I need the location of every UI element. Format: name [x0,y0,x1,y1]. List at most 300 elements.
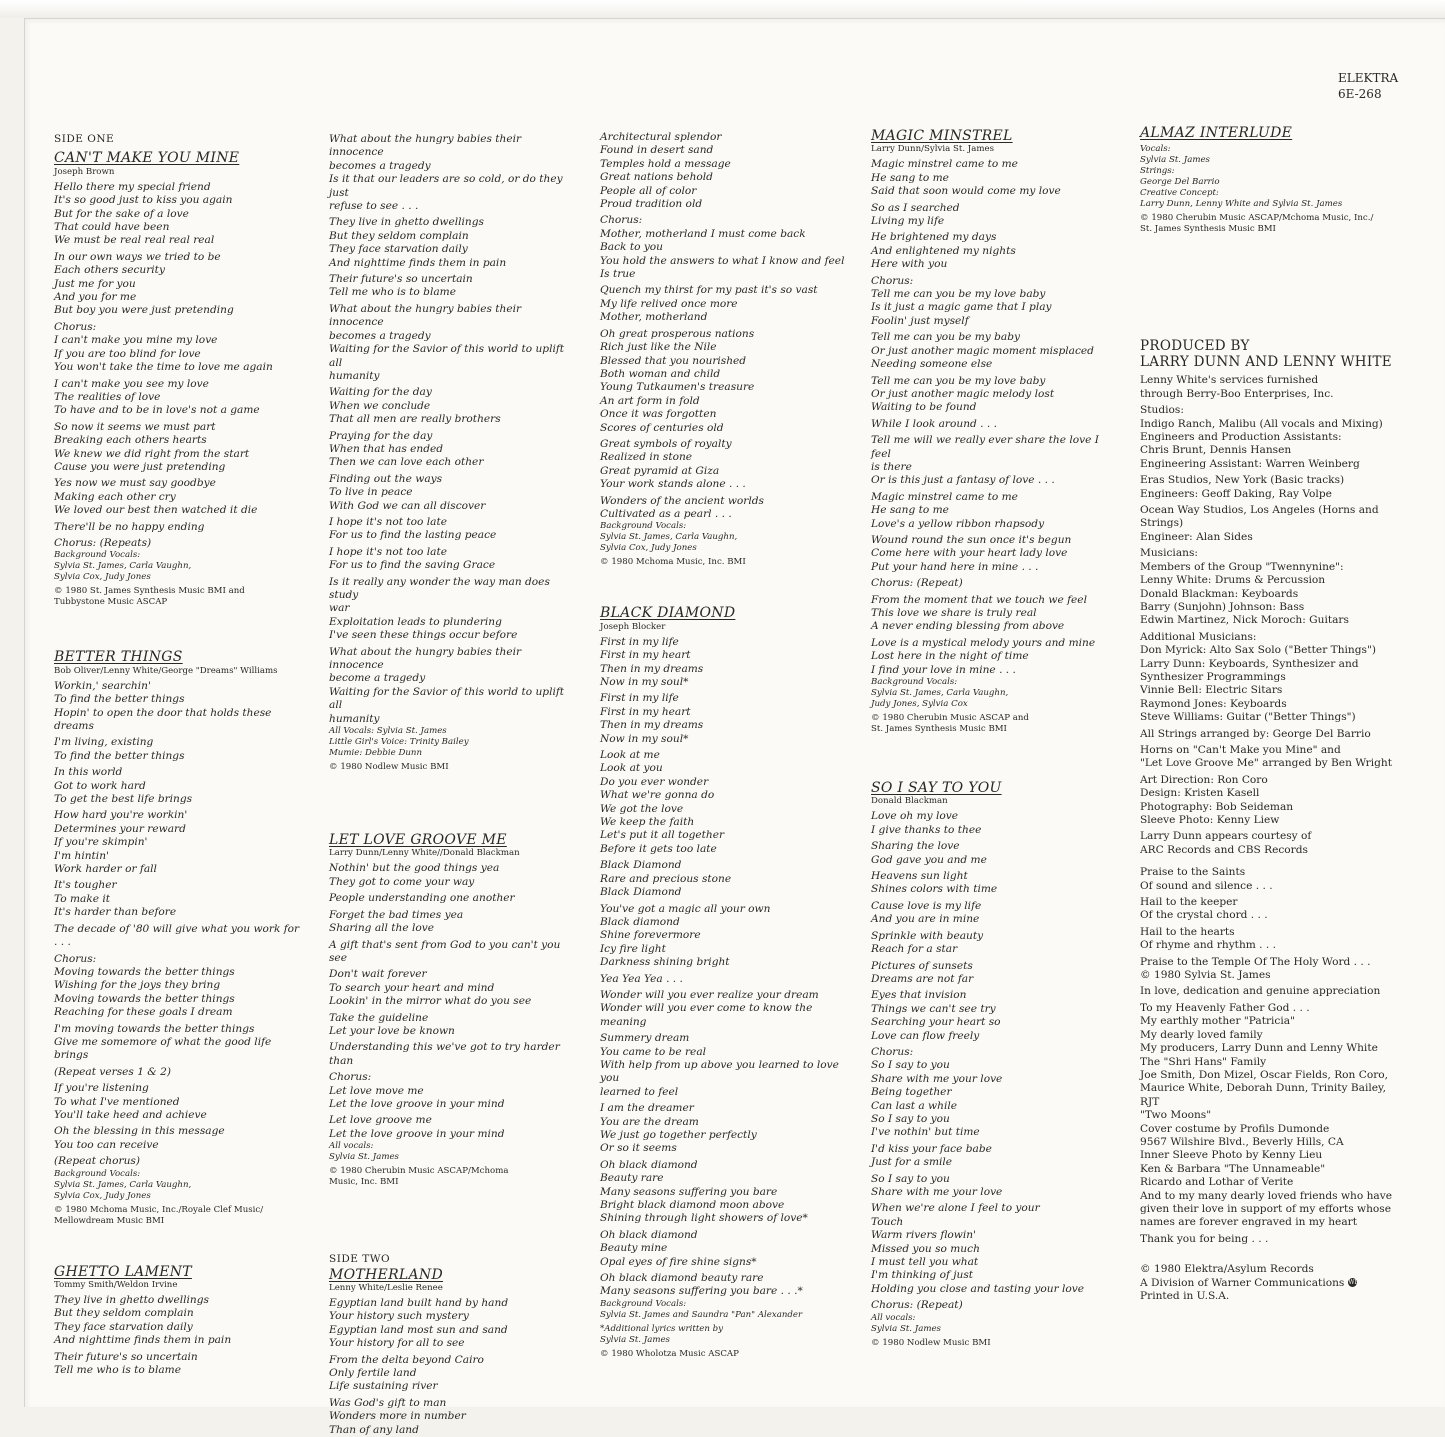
text-line: Waiting for the Savior of this world to uplift all [329,343,565,369]
text-line: Great symbols of royalty [600,437,732,450]
text-line: They face starvation daily [54,1320,193,1333]
text-line: Chris Brunt, Dennis Hansen [1140,444,1292,457]
text-line: To find the better things [54,693,185,706]
text-line: So I say to you [871,1059,950,1072]
text-line: Come here with your heart lady love [871,547,1068,560]
text-line [1140,1263,1402,1276]
text-line: Now in my soul* [600,676,689,688]
production-credits [1140,374,1402,857]
text-line: When we conclude [329,399,431,412]
text-line: refuse to see . . . [329,200,419,213]
text-line: learned to feel [600,1085,679,1098]
text-line: Musicians: [1140,547,1198,560]
text-line: Many seasons suffering you bare [600,1185,778,1198]
text-line: Missed you so much [871,1242,980,1255]
text-line: Foolin' just myself [871,314,969,327]
text-line: names are forever engraved in my heart [1140,1216,1357,1229]
text-line: Magic minstrel came to me [871,490,1018,503]
text-line: Studios: [1140,404,1184,417]
text-line: 9567 Wilshire Blvd., Beverly Hills, CA [1140,1135,1344,1148]
text-line: Let your love be known [329,1024,455,1037]
text-line: Engineers: Geoff Daking, Ray Volpe [1140,487,1332,500]
text-line: All Vocals: Sylvia St. James [329,726,447,737]
text-line: I can't make you see my love [54,377,209,390]
text-line: I find your love in mine . . . [871,663,1016,676]
text-line: Sylvia Cox, Judy Jones [54,572,151,583]
songwriter-credit: Tommy Smith/Weldon Irvine [54,1280,178,1290]
text-line: Do you ever wonder [600,775,709,788]
text-line: Wonder will you ever realize your dream [600,988,819,1001]
text-line: But boy you were just pretending [54,304,234,317]
text-line: Nothin' but the good things yea [329,862,500,875]
text-line: Mumie: Debbie Dunn [329,748,422,759]
text-line: © 1980 Nodlew Music BMI [329,762,449,773]
text-line: Touch [871,1215,904,1228]
text-line: You are the dream [600,1115,699,1128]
text-line: Lenny White: Drums & Percussion [1140,574,1326,587]
text-line: Vinnie Bell: Electric Sitars [1140,684,1283,697]
text-line: Architectural splendor [600,131,722,143]
text-line: Tell me can you be my baby [871,331,1021,344]
publishing-credit [871,1338,1121,1349]
text-line: To search your heart and mind [329,981,495,994]
text-line: Sharing the love [871,840,960,853]
text-line: Sylvia St. James, Carla Vaughn, [871,688,1009,699]
text-line: Moving towards the better things [54,965,235,978]
song-title: MAGIC MINSTREL [871,128,1013,144]
text-line: I'm moving towards the better things [54,1022,255,1035]
text-line: What about the hungry babies their innocence [329,645,522,672]
text-line: Yes now we must say goodbye [54,477,216,490]
text-line: My life relived once more [600,297,738,310]
credit-block [1140,1233,1402,1246]
text-line: The realities of love [54,390,161,403]
text-line: "Let Love Groove Me" arranged by Ben Wright [1140,757,1392,770]
text-line: becomes a tragedy [329,159,431,172]
text-line: Your history such mystery [329,1310,469,1323]
text-line: Sylvia Cox, Judy Jones [54,1190,151,1201]
text-line: Tell me who is to blame [329,286,456,299]
text-line: That all men are really brothers [329,413,501,426]
text-line: Black Diamond [600,859,682,872]
text-line [1140,1277,1402,1290]
text-line: Sylvia St. James, Carla Vaughn, [600,532,738,543]
text-line: They got to come your way [329,875,475,888]
credit-block [1140,744,1402,771]
text-line: Let's put it all together [600,829,725,842]
text-line: Sylvia Cox, Judy Jones [600,543,697,554]
lyrics [329,862,579,1141]
text-line: Understanding this we've got to try harder than [329,1041,560,1067]
text-line: Ken & Barbara "The Unnameable" [1140,1162,1326,1175]
text-line: St. James Synthesis Music BMI [1140,224,1276,235]
text-line: Wound round the sun once it's begun [871,533,1072,546]
text-line: Dreams are not far [871,972,974,985]
text-line: © 1980 Sylvia St. James [1140,969,1271,982]
text-line: Tell me can you be my love baby [871,374,1046,387]
text-line: Let the love groove in your mind [329,1127,505,1140]
text-line: Share with me your love [871,1072,1003,1085]
text-line: Edwin Martinez, Nick Moroch: Guitars [1140,614,1349,627]
text-line: We must be real real real real [54,234,215,247]
text-line: Or is this just a fantasy of love . . . [871,474,1055,487]
publishing-credit [329,762,579,773]
text-line: Background Vocals: [871,677,958,688]
text-line: So I say to you [871,1112,950,1125]
song-title: GHETTO LAMENT [54,1263,192,1280]
text-line: How hard you're workin' [54,809,188,822]
text-line: Great pyramid at Giza [600,464,720,477]
text-line: It's so good just to kiss you again [54,194,233,207]
text-line: And nighttime finds them in pain [329,256,507,269]
text-line: Back to you [600,241,664,254]
legal-text: © 1980 Elektra/Asylum Records [1140,1263,1314,1276]
text-line: From the delta beyond Cairo [329,1353,484,1366]
text-line: humanity [329,369,380,382]
text-line: Of sound and silence . . . [1140,879,1273,892]
text-line: Design: Kristen Kasell [1140,787,1260,800]
text-line: They live in ghetto dwellings [54,1294,209,1306]
publishing-credit [600,557,850,568]
text-line: You'll take heed and achieve [54,1108,207,1121]
text-line: Lost here in the night of time [871,650,1029,663]
credit-block [1140,830,1402,857]
text-line: With God we can all discover [329,499,486,512]
text-line: Hail to the hearts [1140,925,1235,938]
text-line: © 1980 Nodlew Music BMI [871,1337,991,1348]
text-line: Searching your heart so [871,1016,1001,1029]
text-line: Put your hand here in mine . . . [871,560,1039,573]
text-line: Eyes that invision [871,989,967,1002]
text-line: Now in my soul* [600,732,689,745]
songwriter-credit: Donald Blackman [871,796,948,807]
text-line: © 1980 Mchoma Music, Inc. BMI [600,557,746,568]
songwriter-credit: Lenny White/Leslie Renee [329,1283,443,1293]
song-title: BETTER THINGS [54,649,183,666]
text-line: I've nothin' but time [871,1126,980,1139]
text-line: Creative Concept: [1140,188,1219,199]
text-line: While I look around . . . [871,417,997,430]
text-line: Darkness shining bright [600,956,730,969]
song-title: CAN'T MAKE YOU MINE [54,150,240,167]
text-line: Horns on "Can't Make you Mine" and [1140,743,1341,756]
text-line: First in my heart [600,705,691,718]
text-line: I'm living, existing [54,736,154,749]
text-line: Take the guideline [329,1011,429,1024]
text-line: Strings: [1140,166,1175,177]
text-line: To my Heavenly Father God . . . [1140,1001,1310,1014]
text-line: Is it really any wonder the way man does study [329,575,550,601]
text-line: *Additional lyrics written by [600,1323,724,1334]
text-line: Love's a yellow ribbon rhapsody [871,517,1045,530]
text-line: We just go together perfectly [600,1129,757,1141]
text-line: Reaching for these goals I dream [54,1006,233,1019]
text-line: Being together [871,1086,952,1099]
column-1 [54,133,304,1377]
text-line: And you for me [54,291,137,304]
text-line: Life sustaining river [329,1380,438,1393]
text-line: war [329,602,350,615]
column-4 [871,130,1121,1352]
text-line: Then in my dreams [600,662,704,675]
text-line: I hope it's not too late [329,515,447,528]
text-line: PRODUCED BY [1140,338,1250,355]
credit-block [1140,866,1402,893]
text-line: You hold the answers to what I know and feel [600,254,845,267]
text-line: Chorus: [600,214,643,227]
text-line: Oh black diamond [600,1228,698,1241]
text-line: Then in my dreams [600,719,704,732]
text-line: In our own ways we tried to be [54,250,221,263]
text-line: I give thanks to thee [871,823,982,836]
text-line: Icy fire light [600,942,666,955]
text-line: People understanding one another [329,892,515,905]
text-line: Judy Jones, Sylvia Cox [871,699,968,710]
text-line: Your work stands alone . . . [600,478,746,491]
text-line: I'd kiss your face babe [871,1142,992,1155]
text-line: Holding you close and tasting your love [871,1282,1085,1295]
text-line: To live in peace [329,486,413,499]
text-line: I'm hintin' [54,849,109,862]
vocal-credits [329,726,579,759]
text-line: Each others security [54,264,165,277]
text-line: Rare and precious stone [600,872,732,885]
text-line: Breaking each others hearts [54,434,207,447]
text-line: All vocals: [329,1141,374,1152]
credit-block [1140,504,1402,544]
acknowledgements [1140,866,1402,1246]
text-line: Maurice White, Deborah Dunn, Trinity Bailey, [1140,1082,1386,1095]
text-line: Once it was forgotten [600,408,717,421]
text-line: Your history for all to see [329,1337,465,1350]
text-line: Give me somemore of what the good life brings [54,1035,272,1062]
text-line: George Del Barrio [1140,177,1220,188]
text-line: Sylvia St. James, Carla Vaughn, [54,561,192,572]
legal-text: A Division of Warner Communications [1140,1276,1345,1289]
text-line: Oh black diamond beauty rare [600,1272,764,1285]
text-line: First in my life [600,692,679,705]
text-line: Barry (Sunjohn) Johnson: Bass [1140,600,1305,613]
text-line: Oh great prosperous nations [600,327,755,340]
text-line: Magic minstrel came to me [871,158,1018,171]
text-line: Sylvia St. James and Saundra "Pan" Alexander [600,1309,803,1320]
text-line: Engineer: Alan Sides [1140,530,1253,543]
text-line: Quench my thirst for my past it's so vast [600,284,818,297]
text-line: Was God's gift to man [329,1396,447,1409]
text-line: Blessed that you nourished [600,354,747,367]
text-line: Raymond Jones: Keyboards [1140,697,1287,710]
text-line: People all of color [600,184,697,197]
text-line: © 1980 Mchoma Music, Inc./Royale Clef Music/ [54,1204,264,1215]
text-line: Chorus: (Repeats) [54,536,152,549]
text-line: But they seldom complain [329,229,469,242]
credit-block [1140,956,1402,983]
text-line: Things we can't see try [871,1002,996,1015]
song-title: BLACK DIAMOND [600,605,736,622]
text-line: Strings) [1140,517,1184,530]
text-line: He sang to me [871,504,949,517]
text-line: Indigo Ranch, Malibu (All vocals and Mixing) [1140,417,1383,430]
text-line: Oh the blessing in this message [54,1125,225,1138]
text-line: Praise to the Temple Of The Holy Word . . . [1140,955,1371,968]
text-line: Hello there my special friend [54,180,211,193]
text-line: Waiting for the day [329,386,432,399]
text-line: Sylvia St. James, Carla Vaughn, [54,1179,192,1190]
text-line: You too can receive [54,1138,159,1151]
text-line: Vocals: [1140,144,1171,155]
text-line: Thank you for being . . . [1140,1232,1269,1245]
text-line: Love oh my love [871,810,959,823]
text-line: In love, dedication and genuine appreciation [1140,985,1381,998]
text-line: I can't make you mine my love [54,334,218,347]
text-line: What we're gonna do [600,789,715,802]
text-line: Temples hold a message [600,157,731,170]
text-line: But they seldom complain [54,1307,194,1320]
background-vocals-credit [54,1169,304,1202]
text-line: humanity [329,712,380,725]
text-line: To find the better things [54,749,185,762]
text-line: Photography: Bob Seideman [1140,800,1294,813]
text-line: Let love groove me [329,1114,432,1127]
text-line: Or just another magic melody lost [871,387,1055,400]
text-line: Background Vocals: [600,521,687,532]
text-line: given their love in support of my efforts whose [1140,1202,1391,1215]
text-line: Pictures of sunsets [871,959,973,972]
text-line: What about the hungry babies their innocence [329,302,522,329]
text-line: Many seasons suffering you bare . . .* [600,1285,803,1298]
text-line: Got to work hard [54,779,146,792]
text-line: Praying for the day [329,429,433,442]
text-line: Joe Smith, Don Mizel, Oscar Fields, Ron Coro, [1140,1068,1389,1081]
text-line: Chorus: (Repeat) [871,1299,963,1312]
text-line: Members of the Group "Twennynine": [1140,560,1344,573]
text-line: God gave you and me [871,853,987,866]
text-line: Ricardo and Lothar of Verite [1140,1176,1294,1189]
text-line: Chorus: [871,1045,914,1058]
text-line: I am the dreamer [600,1102,694,1115]
vocals-credit [871,1313,1121,1335]
text-line: The decade of '80 will give what you work for . . . [54,922,300,949]
text-line: We got the love [600,802,684,815]
text-line: From the moment that we touch we feel [871,593,1087,606]
text-line: This love we share is truly real [871,607,1037,619]
text-line: Shines colors with time [871,883,998,896]
text-line: Only fertile land [329,1367,417,1380]
text-line: Sylvia St. James [600,1334,670,1345]
text-line: Share with me your love [871,1186,1003,1198]
text-line: Sylvia St. James [871,1323,941,1334]
publishing-credit [329,1166,579,1188]
text-line: When we're alone I feel to your [871,1202,1040,1215]
text-line: First in my life [600,635,679,648]
text-line: through Berry-Boo Enterprises, Inc. [1140,387,1334,400]
produced-by-heading [1140,338,1402,370]
text-line: Here with you [871,258,948,271]
text-line: Than of any land [329,1423,419,1436]
catalog-number [1338,70,1398,102]
text-line: Hopin' to open the door that holds these dreams [54,706,272,732]
text-line: "Two Moons" [1140,1109,1212,1122]
text-line: If you're listening [54,1082,149,1095]
text-line: In this world [54,766,123,779]
text-line: Wonder will you ever come to know the meaning [600,1002,813,1028]
text-line: Engineers and Production Assistants: [1140,431,1342,444]
text-line: Sharing all the love [329,922,435,935]
text-line: But for the sake of a love [54,207,189,220]
credit-block [1140,985,1402,998]
text-line: Wonders of the ancient worlds [600,494,764,507]
text-line: We loved our best then watched it die [54,504,258,517]
text-line: I hope it's not too late [329,545,447,558]
column-3 [600,131,850,1363]
text-line: Art Direction: Ron Coro [1140,773,1268,786]
text-line: Is true [600,268,636,281]
text-line: Look at me [600,749,660,762]
background-vocals-credit [54,550,304,583]
text-line [1140,1290,1402,1303]
credit-block [1140,774,1402,828]
text-line: Exploitation leads to plundering [329,615,502,628]
text-line: Just for a smile [871,1156,953,1169]
text-line: It's tougher [54,879,117,892]
song-title: MOTHERLAND [329,1266,444,1283]
text-line: Making each other cry [54,490,176,503]
text-line: Mother, motherland [600,311,708,324]
text-line: Great nations behold [600,171,713,184]
text-line: Sylvia St. James [329,1152,399,1163]
lyrics [54,680,304,1169]
text-line: Lenny White's services furnished [1140,374,1319,387]
additional-lyrics-note [600,1324,850,1346]
vocals-credit [329,1141,579,1163]
text-line: Their future's so uncertain [54,1350,198,1363]
lyrics [54,1294,304,1377]
text-line: And you are in mine [871,913,980,926]
text-line: First in my heart [600,649,691,662]
text-line: The "Shri Hans" Family [1140,1055,1267,1068]
record-label: ELEKTRA [1338,71,1399,85]
text-line: Wonders more in number [329,1410,466,1423]
text-line: My earthly mother "Patricia" [1140,1015,1295,1028]
text-line: Oh black diamond [600,1158,698,1171]
column-2 [329,133,579,1437]
text-line: And enlightened my nights [871,244,1016,257]
text-line: Cause love is my life [871,899,982,912]
text-line: My producers, Larry Dunn and Lenny White [1140,1042,1378,1055]
credit-block [1140,1002,1402,1230]
text-line: Tell me will we really ever share the love I feel [871,434,1099,460]
text-line: Ocean Way Studios, Los Angeles (Horns and [1140,504,1379,517]
column-5 [1140,127,1402,1303]
text-line: Background Vocals: [600,1298,687,1309]
text-line: Or just another magic moment misplaced [871,344,1094,357]
text-line: Love can flow freely [871,1029,980,1042]
text-line: Donald Blackman: Keyboards [1140,587,1299,600]
text-line: Rich just like the Nile [600,341,717,354]
text-line: Proud tradition old [600,198,703,211]
credit-block [1140,404,1402,471]
song-title: SO I SAY TO YOU [871,780,1002,797]
text-line: Let love move me [329,1084,424,1097]
sleeve-top-edge [0,0,1445,18]
lyrics [600,636,850,1299]
text-line: Scores of centuries old [600,421,724,434]
text-line: © 1980 St. James Synthesis Music BMI and [54,586,245,597]
text-line: Forget the bad times yea [329,908,464,921]
text-line: RJT [1140,1095,1160,1108]
lyrics [329,133,579,726]
text-line: Bright black diamond moon above [600,1199,785,1212]
